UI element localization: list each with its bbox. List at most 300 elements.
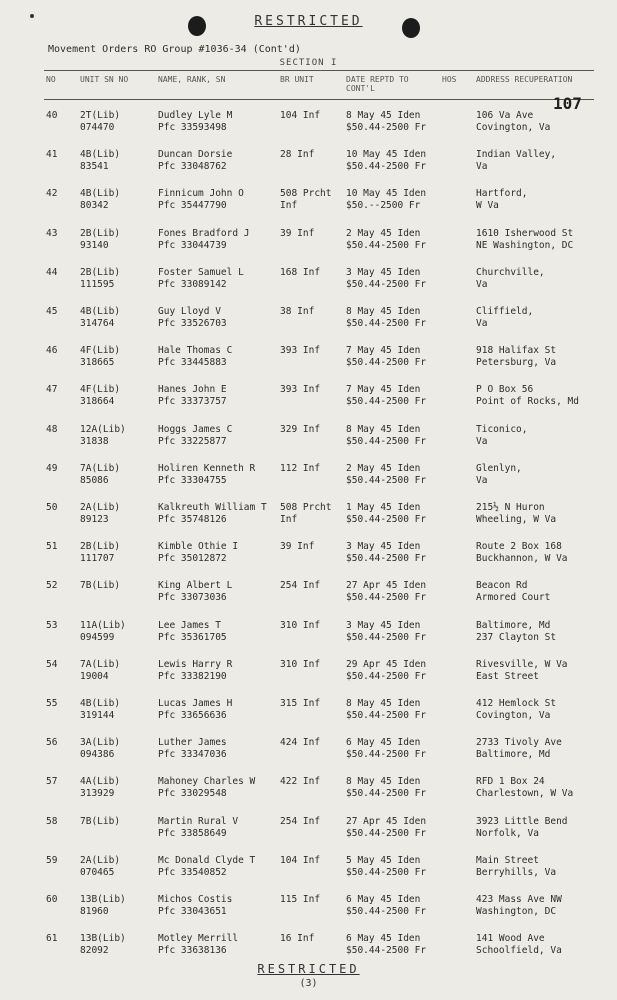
row-name-rank-sn-line: Pfc 33089142 (158, 278, 227, 290)
row-unit-line: 85086 (80, 474, 109, 486)
row-branch (280, 110, 320, 122)
row-date-reported-line: $50.--2500 Fr (346, 200, 421, 212)
row-branch-line: 422 Inf (280, 776, 321, 788)
row-branch-line: 39 Inf (280, 227, 315, 239)
row-name-rank-sn-line: Pfc 33304755 (158, 474, 227, 486)
table-row (0, 382, 617, 420)
row-name-rank-sn-line: Duncan Dorsie (158, 149, 233, 161)
row-name-rank-sn (158, 620, 227, 644)
row-name-rank-sn-line: Hale Thomas C (158, 345, 233, 357)
row-address (476, 737, 562, 761)
row-address (476, 228, 573, 252)
row-name-rank-sn-line: Pfc 33048762 (158, 161, 227, 173)
row-address-line: Va (476, 474, 488, 486)
row-address (476, 267, 545, 291)
table-row (0, 657, 617, 695)
row-name-rank-sn (158, 463, 255, 487)
row-date-reported (346, 228, 426, 252)
row-branch-line: Inf (280, 200, 298, 212)
row-name-rank-sn-line: Pfc 33073036 (158, 592, 227, 604)
row-name-rank-sn (158, 776, 255, 800)
row-unit-line: 2B(Lib) (80, 266, 121, 278)
row-number-line: 57 (46, 776, 58, 788)
row-date-reported (346, 541, 426, 565)
row-unit-line: 4B(Lib) (80, 306, 121, 317)
table-row (0, 814, 617, 852)
row-date-reported-line: 3 May 45 Iden (346, 266, 421, 278)
row-number-line: 60 (46, 894, 58, 905)
row-name-rank-sn-line: Pfc 33526703 (158, 318, 227, 329)
row-branch-line: 104 Inf (280, 110, 321, 121)
table-row (0, 500, 617, 538)
row-branch-line: 315 Inf (280, 698, 321, 709)
row-date-reported (346, 345, 426, 369)
row-date-reported-line: $50.44-2500 Fr (346, 514, 427, 525)
row-date-reported (346, 776, 426, 800)
row-name-rank-sn-line: Pfc 33445883 (158, 357, 227, 369)
row-branch (280, 580, 320, 592)
row-date-reported (346, 659, 426, 683)
row-date-reported-line: $50.44-2500 Fr (346, 357, 427, 369)
row-branch (280, 737, 320, 749)
row-address-line: Baltimore, Md (476, 749, 551, 761)
row-name-rank-sn-line: Lucas James H (158, 698, 233, 709)
row-branch (280, 424, 320, 436)
row-address-line: RFD 1 Box 24 (476, 776, 545, 788)
row-branch (280, 345, 320, 357)
row-name-rank-sn-line: Finnicum John O (158, 188, 244, 200)
row-branch (280, 188, 331, 212)
row-address-line: East Street (476, 670, 539, 682)
row-branch-line: 112 Inf (280, 462, 321, 474)
row-unit (80, 149, 120, 173)
row-number-line: 47 (46, 384, 58, 396)
row-date-reported-line: $50.44-2500 Fr (346, 945, 427, 957)
row-address-line: 1610 Isherwood St (476, 227, 574, 239)
row-number-line: 44 (46, 266, 58, 278)
row-address-line: Baltimore, Md (476, 619, 551, 631)
table-header (44, 70, 594, 100)
row-number (46, 306, 57, 318)
row-name-rank-sn (158, 659, 232, 683)
row-date-reported-line: 8 May 45 Iden (346, 110, 421, 121)
row-unit-line: 11A(Lib) (80, 619, 126, 631)
row-name-rank-sn-line: Holiren Kenneth R (158, 462, 256, 474)
row-address-line: Rivesville, W Va (476, 658, 568, 670)
row-unit-line: 094386 (80, 749, 115, 761)
row-unit-line: 4B(Lib) (80, 188, 121, 200)
row-address-line: Norfolk, Va (476, 827, 539, 839)
row-address (476, 894, 562, 918)
row-number-line: 45 (46, 306, 58, 317)
row-branch (280, 855, 320, 867)
row-unit (80, 188, 120, 212)
row-number-line: 40 (46, 110, 58, 121)
row-address (476, 541, 568, 565)
row-address-line: 423 Mass Ave NW (476, 894, 562, 905)
row-date-reported (346, 110, 426, 134)
row-address-line: Ticonico, (476, 423, 528, 435)
row-name-rank-sn-line: Dudley Lyle M (158, 110, 233, 121)
header-name: NAME, RANK, SN (158, 75, 226, 84)
row-unit-line: 3A(Lib) (80, 737, 121, 749)
row-date-reported (346, 620, 426, 644)
row-name-rank-sn (158, 816, 238, 840)
row-date-reported-line: $50.44-2500 Fr (346, 866, 427, 878)
row-date-reported-line: 10 May 45 Iden (346, 149, 427, 161)
row-address-line: Covington, Va (476, 122, 551, 133)
row-address-line: 106 Va Ave (476, 110, 534, 121)
row-date-reported-line: 6 May 45 Iden (346, 933, 421, 945)
row-branch (280, 541, 314, 553)
row-unit-line: 7A(Lib) (80, 462, 121, 474)
row-address (476, 816, 568, 840)
row-name-rank-sn-line: Lewis Harry R (158, 658, 233, 670)
row-address-line: 237 Clayton St (476, 631, 557, 643)
row-name-rank-sn (158, 424, 232, 448)
row-branch-line: 393 Inf (280, 345, 321, 357)
row-branch (280, 894, 320, 906)
row-unit-line: 2A(Lib) (80, 502, 121, 513)
row-date-reported (346, 149, 426, 173)
row-date-reported (346, 816, 426, 840)
row-name-rank-sn (158, 894, 232, 918)
row-date-reported-line: 3 May 45 Iden (346, 541, 421, 553)
row-address-line: Cliffield, (476, 306, 534, 317)
row-branch-line: 310 Inf (280, 619, 321, 631)
row-unit-line: 4F(Lib) (80, 384, 121, 396)
row-date-reported-line: 10 May 45 Iden (346, 188, 427, 200)
row-address-line: Charlestown, W Va (476, 788, 574, 800)
row-date-reported (346, 463, 426, 487)
row-unit (80, 698, 120, 722)
row-date-reported (346, 502, 426, 526)
row-name-rank-sn (158, 149, 232, 173)
header-unit: UNIT SN NO (80, 75, 129, 84)
row-date-reported (346, 580, 426, 604)
row-address-line: Hartford, (476, 188, 528, 200)
table-row (0, 774, 617, 812)
row-address-line: 2733 Tivoly Ave (476, 737, 562, 749)
row-number-line: 52 (46, 580, 58, 592)
row-unit (80, 306, 120, 330)
classification-banner: RESTRICTED (254, 14, 363, 29)
header-date: DATE REPTD TO CONT'L (346, 75, 409, 93)
row-address-line: NE Washington, DC (476, 239, 574, 251)
row-address (476, 110, 550, 134)
row-branch (280, 306, 314, 318)
row-number (46, 698, 57, 710)
row-name-rank-sn-line: Pfc 33540852 (158, 866, 227, 878)
row-number-line: 56 (46, 737, 58, 749)
row-date-reported-line: $50.44-2500 Fr (346, 749, 427, 761)
row-name-rank-sn-line: Pfc 33593498 (158, 122, 227, 133)
row-address (476, 384, 579, 408)
row-date-reported-line: 27 Apr 45 Iden (346, 815, 427, 827)
row-unit-line: 314764 (80, 318, 115, 329)
row-address (476, 424, 527, 448)
row-unit-line: 318665 (80, 357, 115, 369)
row-address-line: 3923 Little Bend (476, 815, 568, 827)
row-name-rank-sn-line: Lee James T (158, 619, 221, 631)
row-unit (80, 776, 120, 800)
row-name-rank-sn (158, 188, 244, 212)
row-unit-line: 318664 (80, 396, 115, 408)
row-number-line: 41 (46, 149, 58, 161)
row-unit (80, 855, 120, 879)
row-branch (280, 384, 320, 396)
footer-banner: RESTRICTED (257, 962, 360, 976)
row-number (46, 267, 57, 279)
row-number (46, 659, 57, 671)
row-address (476, 933, 562, 957)
row-date-reported-line: $50.44-2500 Fr (346, 592, 427, 604)
row-date-reported-line: $50.44-2500 Fr (346, 474, 427, 486)
row-date-reported (346, 737, 426, 761)
row-unit-line: 12A(Lib) (80, 423, 126, 435)
row-date-reported-line: 8 May 45 Iden (346, 698, 421, 709)
row-date-reported-line: $50.44-2500 Fr (346, 278, 427, 290)
row-unit-line: 83541 (80, 161, 109, 173)
row-name-rank-sn-line: Mahoney Charles W (158, 776, 256, 788)
row-unit-line: 31838 (80, 435, 109, 447)
row-number (46, 110, 57, 122)
row-number (46, 149, 57, 161)
row-unit-line: 070465 (80, 866, 115, 878)
table-row (0, 539, 617, 577)
row-name-rank-sn (158, 502, 267, 526)
row-address (476, 776, 573, 800)
row-branch (280, 816, 320, 828)
row-date-reported (346, 894, 426, 918)
row-number (46, 502, 57, 514)
row-unit (80, 541, 120, 565)
row-unit (80, 267, 120, 291)
row-branch-line: 329 Inf (280, 423, 321, 435)
row-name-rank-sn-line: Fones Bradford J (158, 227, 250, 239)
row-unit (80, 502, 120, 526)
row-name-rank-sn-line: Pfc 35748126 (158, 514, 227, 525)
row-number-line: 50 (46, 502, 58, 513)
row-name-rank-sn-line: King Albert L (158, 580, 233, 592)
row-unit (80, 620, 126, 644)
row-address-line: Va (476, 278, 488, 290)
row-date-reported-line: $50.44-2500 Fr (346, 318, 427, 329)
row-number-line: 55 (46, 698, 58, 709)
row-unit (80, 659, 120, 683)
table-row (0, 618, 617, 656)
row-address-line: Washington, DC (476, 906, 557, 917)
row-date-reported-line: 2 May 45 Iden (346, 227, 421, 239)
row-unit-line: 13B(Lib) (80, 933, 126, 945)
row-branch-line: 508 Prcht (280, 188, 332, 200)
row-date-reported-line: $50.44-2500 Fr (346, 827, 427, 839)
row-branch-line: 38 Inf (280, 306, 315, 317)
row-address-line: Armored Court (476, 592, 551, 604)
row-number (46, 737, 57, 749)
row-unit-line: 2T(Lib) (80, 110, 121, 121)
header-branch: BR UNIT (280, 75, 314, 84)
row-address-line: 141 Wood Ave (476, 933, 545, 945)
row-unit-line: 2B(Lib) (80, 541, 121, 553)
row-unit-line: 319144 (80, 710, 115, 721)
row-unit-line: 4F(Lib) (80, 345, 121, 357)
row-unit-line: 81960 (80, 906, 109, 917)
row-unit (80, 424, 126, 448)
row-number-line: 54 (46, 658, 58, 670)
row-number (46, 228, 57, 240)
row-name-rank-sn-line: Mc Donald Clyde T (158, 854, 256, 866)
header-no: NO (46, 75, 56, 84)
row-unit-line: 80342 (80, 200, 109, 212)
row-unit (80, 933, 126, 957)
row-name-rank-sn (158, 345, 232, 369)
row-address-line: P O Box 56 (476, 384, 534, 396)
row-name-rank-sn-line: Luther James (158, 737, 227, 749)
row-address-line: Point of Rocks, Md (476, 396, 579, 408)
row-date-reported (346, 188, 426, 212)
row-unit (80, 345, 120, 369)
row-address-line: Indian Valley, (476, 149, 557, 161)
row-unit-line: 4B(Lib) (80, 698, 121, 709)
row-date-reported (346, 933, 426, 957)
row-unit-line: 2A(Lib) (80, 854, 121, 866)
row-address-line: Wheeling, W Va (476, 514, 557, 525)
table-row (0, 265, 617, 303)
row-address (476, 620, 556, 644)
row-date-reported-line: $50.44-2500 Fr (346, 906, 427, 917)
row-date-reported-line: $50.44-2500 Fr (346, 122, 427, 133)
row-name-rank-sn-line: Motley Merrill (158, 933, 239, 945)
row-unit-line: 93140 (80, 239, 109, 251)
row-unit-line: 4A(Lib) (80, 776, 121, 788)
row-unit-line: 7B(Lib) (80, 580, 121, 592)
row-name-rank-sn-line: Hoggs James C (158, 423, 233, 435)
row-name-rank-sn-line: Pfc 33029548 (158, 788, 227, 800)
row-branch-line: 508 Prcht (280, 502, 332, 513)
row-unit-line: 7B(Lib) (80, 815, 121, 827)
row-name-rank-sn-line: Pfc 33858649 (158, 827, 227, 839)
row-address-line: Covington, Va (476, 710, 551, 721)
table-row (0, 735, 617, 773)
row-date-reported-line: $50.44-2500 Fr (346, 553, 427, 565)
row-number-line: 43 (46, 227, 58, 239)
row-address-line: Main Street (476, 854, 539, 866)
table-row (0, 108, 617, 146)
row-unit (80, 228, 120, 252)
row-address-line: Va (476, 435, 488, 447)
row-date-reported (346, 384, 426, 408)
row-address-line: 215½ N Huron (476, 502, 545, 513)
table-row (0, 343, 617, 381)
row-date-reported-line: 7 May 45 Iden (346, 384, 421, 396)
row-branch (280, 698, 320, 710)
row-name-rank-sn-line: Pfc 33656636 (158, 710, 227, 721)
row-branch (280, 776, 320, 788)
row-address (476, 659, 568, 683)
row-date-reported-line: 8 May 45 Iden (346, 306, 421, 317)
row-name-rank-sn-line: Martin Rural V (158, 815, 239, 827)
row-address (476, 502, 556, 526)
row-branch (280, 933, 314, 945)
row-name-rank-sn (158, 737, 227, 761)
row-address (476, 306, 533, 330)
row-number-line: 59 (46, 854, 58, 866)
row-branch-line: 254 Inf (280, 580, 321, 592)
row-number (46, 894, 57, 906)
row-branch-line: 16 Inf (280, 933, 315, 945)
row-date-reported (346, 424, 426, 448)
row-name-rank-sn-line: Pfc 33043651 (158, 906, 227, 917)
row-name-rank-sn (158, 228, 250, 252)
row-branch-line: 168 Inf (280, 266, 321, 278)
table-row (0, 696, 617, 734)
row-branch (280, 149, 314, 161)
row-name-rank-sn (158, 110, 232, 134)
row-name-rank-sn (158, 384, 227, 408)
row-date-reported (346, 855, 426, 879)
row-unit-line: 7A(Lib) (80, 658, 121, 670)
row-number (46, 776, 57, 788)
row-branch (280, 502, 331, 526)
row-address-line: Schoolfield, Va (476, 945, 562, 957)
row-address (476, 698, 556, 722)
row-branch (280, 463, 320, 475)
row-date-reported-line: 2 May 45 Iden (346, 462, 421, 474)
row-unit-line: 313929 (80, 788, 115, 800)
row-branch-line: 104 Inf (280, 854, 321, 866)
footer-page-number: (3) (299, 978, 318, 989)
row-unit-line: 2B(Lib) (80, 227, 121, 239)
row-branch (280, 620, 320, 632)
row-name-rank-sn-line: Pfc 33382190 (158, 670, 227, 682)
row-unit (80, 463, 120, 487)
table-row (0, 892, 617, 930)
row-branch-line: 424 Inf (280, 737, 321, 749)
row-number-line: 53 (46, 619, 58, 631)
row-unit-line: 13B(Lib) (80, 894, 126, 905)
row-branch-line: 254 Inf (280, 815, 321, 827)
row-unit (80, 894, 126, 918)
row-name-rank-sn (158, 306, 227, 330)
row-address (476, 580, 550, 604)
row-date-reported-line: 27 Apr 45 Iden (346, 580, 427, 592)
row-number-line: 58 (46, 815, 58, 827)
row-date-reported-line: 6 May 45 Iden (346, 737, 421, 749)
row-number (46, 188, 57, 200)
row-address-line: 918 Halifax St (476, 345, 557, 357)
row-unit (80, 816, 120, 828)
row-address-line: Va (476, 161, 488, 173)
row-number (46, 933, 57, 945)
row-name-rank-sn (158, 580, 232, 604)
row-date-reported-line: $50.44-2500 Fr (346, 435, 427, 447)
row-branch-line: 310 Inf (280, 658, 321, 670)
section-label: SECTION I (279, 58, 338, 68)
row-address-line: Glenlyn, (476, 462, 522, 474)
table-row (0, 461, 617, 499)
row-date-reported-line: $50.44-2500 Fr (346, 631, 427, 643)
row-address-line: W Va (476, 200, 499, 212)
row-date-reported (346, 306, 426, 330)
row-name-rank-sn-line: Pfc 33225877 (158, 435, 227, 447)
row-unit (80, 110, 120, 134)
row-branch-line: 28 Inf (280, 149, 315, 161)
row-name-rank-sn-line: Pfc 33373757 (158, 396, 227, 408)
header-address: ADDRESS RECUPERATION (476, 75, 573, 84)
row-branch-line: 39 Inf (280, 541, 315, 553)
row-number (46, 816, 57, 828)
